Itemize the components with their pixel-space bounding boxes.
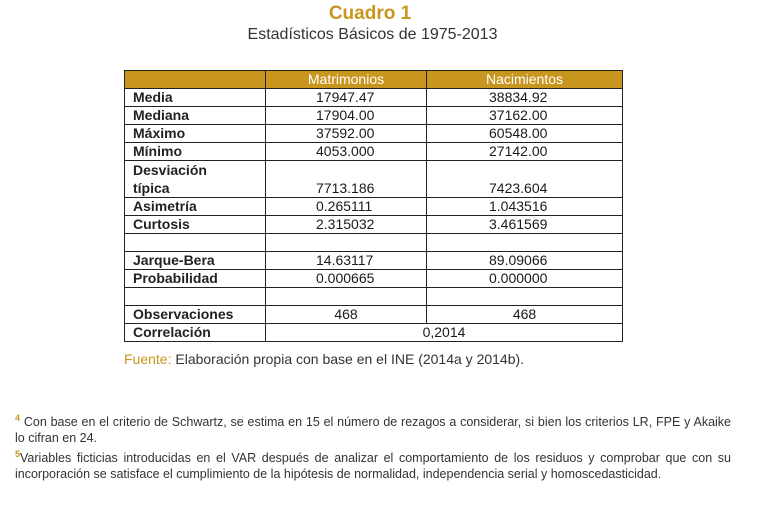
matrimonios-value: 0.265111 — [266, 198, 427, 216]
matrimonios-value: 4053.000 — [266, 143, 427, 161]
nacimientos-value: 27142.00 — [427, 143, 623, 161]
footnote — [15, 410, 731, 446]
nacimientos-value: 3.461569 — [427, 216, 623, 234]
matrimonios-value: 14.63117 — [266, 252, 427, 270]
table-title: Cuadro 1 — [328, 3, 412, 24]
footnote-number: 5 — [15, 449, 21, 460]
table-row — [125, 270, 623, 288]
empty-cell — [427, 234, 623, 252]
row-label — [125, 161, 266, 198]
footnote-text: Variables ficticias introducidas en el VAR después de analizar el comportamiento de los residuos y comprobar que con su incorporación se satisface el cumplimiento de la hipótesis de normalidad, independencia serial y homoscedasticidad. — [15, 451, 731, 482]
matrimonios-value: 17947.47 — [266, 89, 427, 107]
row-label: Mínimo — [125, 143, 266, 161]
table-row — [125, 161, 623, 198]
header-matrimonios: Matrimonios — [266, 71, 427, 89]
row-label-line2: típica — [133, 180, 170, 196]
footnote-text: Con base en el criterio de Schwartz, se estima en 15 el número de rezagos a considerar, si bien los criterios LR, FPE y Akaike lo cifran en 24. — [15, 415, 731, 446]
row-label: Jarque-Bera — [125, 252, 266, 270]
nacimientos-value: 468 — [427, 306, 623, 324]
row-label: Correlación — [125, 324, 266, 342]
matrimonios-value: 0.000665 — [266, 270, 427, 288]
table-row — [125, 89, 623, 107]
header-corner — [125, 71, 266, 89]
empty-cell — [125, 288, 266, 306]
header-nacimientos: Nacimientos — [427, 71, 623, 89]
row-label: Media — [125, 89, 266, 107]
table-row — [125, 198, 623, 216]
empty-cell — [266, 288, 427, 306]
table-source — [124, 351, 524, 367]
row-label: Asimetría — [125, 198, 266, 216]
nacimientos-value: 38834.92 — [427, 89, 623, 107]
nacimientos-value: 7423.604 — [427, 161, 623, 198]
empty-cell — [266, 234, 427, 252]
empty-cell — [427, 288, 623, 306]
row-label: Probabilidad — [125, 270, 266, 288]
nacimientos-value: 89.09066 — [427, 252, 623, 270]
source-text: Elaboración propia con base en el INE (2014a y 2014b). — [175, 351, 525, 367]
footnote — [15, 446, 731, 482]
footnote-number: 4 — [15, 413, 21, 423]
nacimientos-value: 1.043516 — [427, 198, 623, 216]
statistics-table — [124, 70, 623, 342]
matrimonios-value: 2.315032 — [266, 216, 427, 234]
nacimientos-value: 60548.00 — [427, 125, 623, 143]
table-subtitle: Estadísticos Básicos de 1975-2013 — [247, 26, 498, 43]
row-label: Observaciones — [125, 306, 266, 324]
row-label-line1: Desviación — [133, 162, 207, 178]
matrimonios-value: 37592.00 — [266, 125, 427, 143]
row-label: Máximo — [125, 125, 266, 143]
nacimientos-value: 0.000000 — [427, 270, 623, 288]
row-label: Curtosis — [125, 216, 266, 234]
table-spacer-row — [125, 288, 623, 306]
table-row — [125, 324, 623, 342]
row-label: Mediana — [125, 107, 266, 125]
table-spacer-row — [125, 234, 623, 252]
matrimonios-value: 468 — [266, 306, 427, 324]
correlation-value: 0,2014 — [266, 324, 623, 342]
table-row — [125, 252, 623, 270]
table-row — [125, 306, 623, 324]
table-row — [125, 125, 623, 143]
table-row — [125, 216, 623, 234]
footnotes — [15, 410, 731, 482]
empty-cell — [125, 234, 266, 252]
matrimonios-value: 7713.186 — [266, 161, 427, 198]
table-header-row — [125, 71, 623, 89]
nacimientos-value: 37162.00 — [427, 107, 623, 125]
source-label: Fuente: — [124, 351, 172, 367]
table-row — [125, 143, 623, 161]
matrimonios-value: 17904.00 — [266, 107, 427, 125]
table-row — [125, 107, 623, 125]
